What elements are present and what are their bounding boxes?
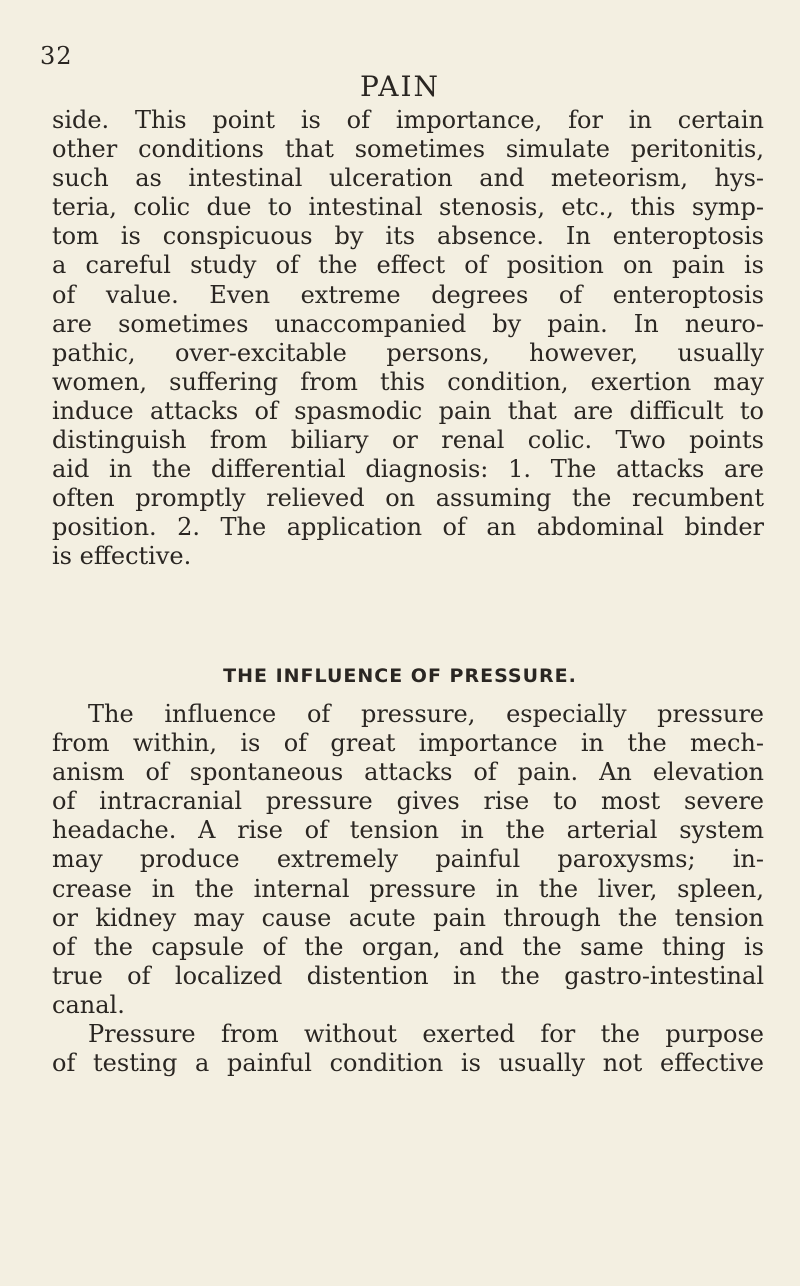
text-line: of intracranial pressure gives rise to most severe — [52, 787, 764, 816]
text-line: canal. — [52, 990, 125, 1019]
paragraph-1 — [52, 106, 764, 572]
text-line: headache. A rise of tension in the arterial system — [52, 816, 764, 845]
text-line: of value. Even extreme degrees of enteroptosis — [52, 280, 764, 309]
text-line: is effective. — [52, 542, 192, 571]
text-line: women, suffering from this condition, exertion may — [52, 367, 764, 396]
text-line: a careful study of the effect of position on pain is — [52, 251, 764, 280]
text-line: from within, is of great importance in the mech- — [52, 729, 764, 758]
running-head: PAIN — [359, 70, 441, 103]
text-line: true of localized distention in the gastro-intestinal — [52, 961, 764, 990]
text-line: often promptly relieved on assuming the recumbent — [52, 484, 764, 513]
text-line: tom is conspicuous by its absence. In enteroptosis — [52, 222, 764, 251]
text-line: crease in the internal pressure in the liver, spleen, — [52, 874, 764, 903]
paragraph-2 — [52, 700, 764, 1078]
text-line: The influence of pressure, especially pressure — [88, 700, 764, 728]
text-line: are sometimes unaccompanied by pain. In neuro- — [52, 309, 764, 338]
text-line: or kidney may cause acute pain through the tension — [52, 903, 764, 932]
text-line: induce attacks of spasmodic pain that are difficult to — [52, 396, 764, 425]
text-line: may produce extremely painful paroxysms; in- — [52, 845, 764, 874]
text-line: aid in the differential diagnosis: 1. The attacks are — [52, 455, 764, 484]
text-line: of testing a painful condition is usually not effective — [52, 1049, 764, 1078]
text-line: of the capsule of the organ, and the same thing is — [52, 932, 764, 961]
text-line: teria, colic due to intestinal stenosis, etc., this symp- — [52, 193, 764, 222]
text-line: side. This point is of importance, for in certain — [52, 106, 764, 134]
text-line: pathic, over-excitable persons, however, usually — [52, 338, 764, 367]
section-heading: THE INFLUENCE OF PRESSURE. — [223, 665, 577, 687]
text-line: position. 2. The application of an abdominal binder — [52, 513, 764, 542]
text-line: other conditions that sometimes simulate peritonitis, — [52, 135, 764, 164]
text-line: distinguish from biliary or renal colic. Two points — [52, 426, 764, 455]
text-line: such as intestinal ulceration and meteorism, hys- — [52, 164, 764, 193]
text-line: Pressure from without exerted for the purpose — [88, 1020, 764, 1049]
page-number: 32 — [40, 42, 73, 70]
text-line: anism of spontaneous attacks of pain. An elevation — [52, 758, 764, 787]
